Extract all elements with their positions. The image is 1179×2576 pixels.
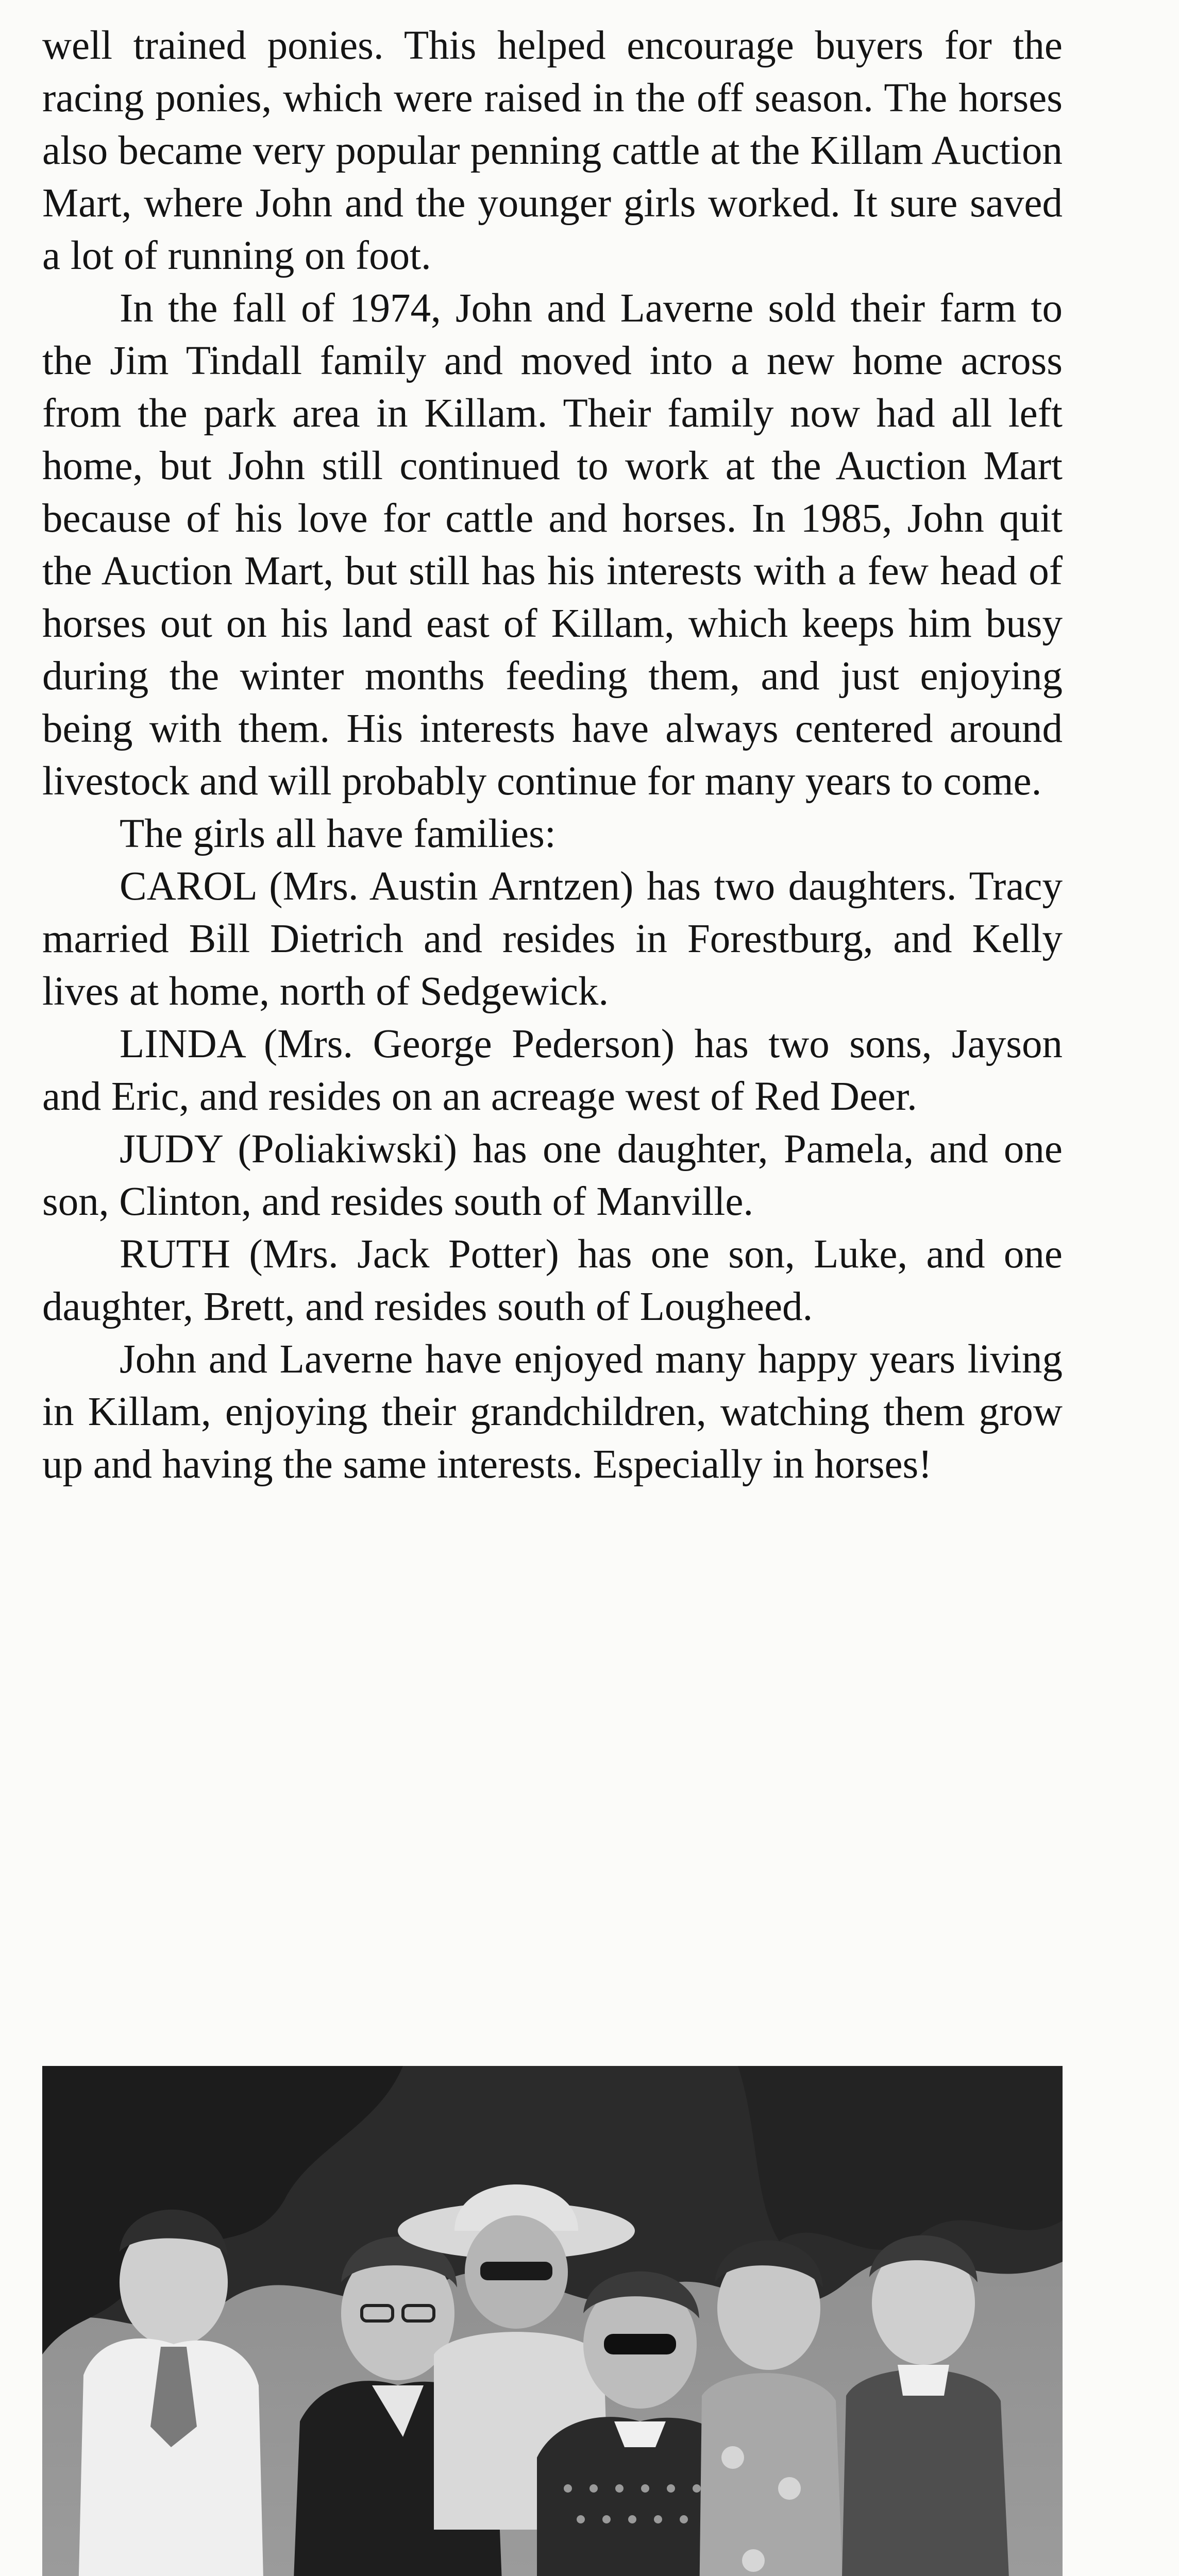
- paragraph: JUDY (Poliakiwski) has one daughter, Pamela, and one son, Clinton, and resides south of Manville.: [42, 1127, 1063, 1224]
- paragraph: John and Laverne have enjoyed many happy years living in Killam, enjoying their grandchildren, watching them grow up and having the same interests. Especially in horses!: [42, 1337, 1063, 1487]
- paragraph: LINDA (Mrs. George Pederson) has two sons, Jayson and Eric, and resides on an acreage west of Red Deer.: [42, 1022, 1063, 1119]
- paragraph: well trained ponies. This helped encourage buyers for the racing ponies, which were raised in the off season. The horses also became very popular penning cattle at the Killam Auction Mart, where John and the younger girls worked. It sure saved a lot of running on foot.: [42, 23, 1063, 278]
- paragraph: The girls all have families:: [120, 811, 556, 856]
- paragraph: CAROL (Mrs. Austin Arntzen) has two daughters. Tracy married Bill Dietrich and resides in Forestburg, and Kelly lives at home, north of Sedgewick.: [42, 864, 1063, 1014]
- family-photo: [42, 2066, 1063, 2576]
- paragraph: In the fall of 1974, John and Laverne sold their farm to the Jim Tindall family and moved into a new home across from the park area in Killam. Their family now had all left home, but John still continued to work at the Auction Mart because of his love for cattle and horses. In 1985, John quit the Auction Mart, but still has his interests with a few head of horses out on his land east of Killam, which keeps him busy during the winter months feeding them, and just enjoying being with them. His interests have always centered around livestock and will probably continue for many years to come.: [42, 286, 1063, 804]
- body-text: [42, 20, 1063, 1491]
- paragraph: RUTH (Mrs. Jack Potter) has one son, Luke, and one daughter, Brett, and resides south of Lougheed.: [42, 1232, 1063, 1329]
- family-photo-illustration: [42, 2066, 1063, 2576]
